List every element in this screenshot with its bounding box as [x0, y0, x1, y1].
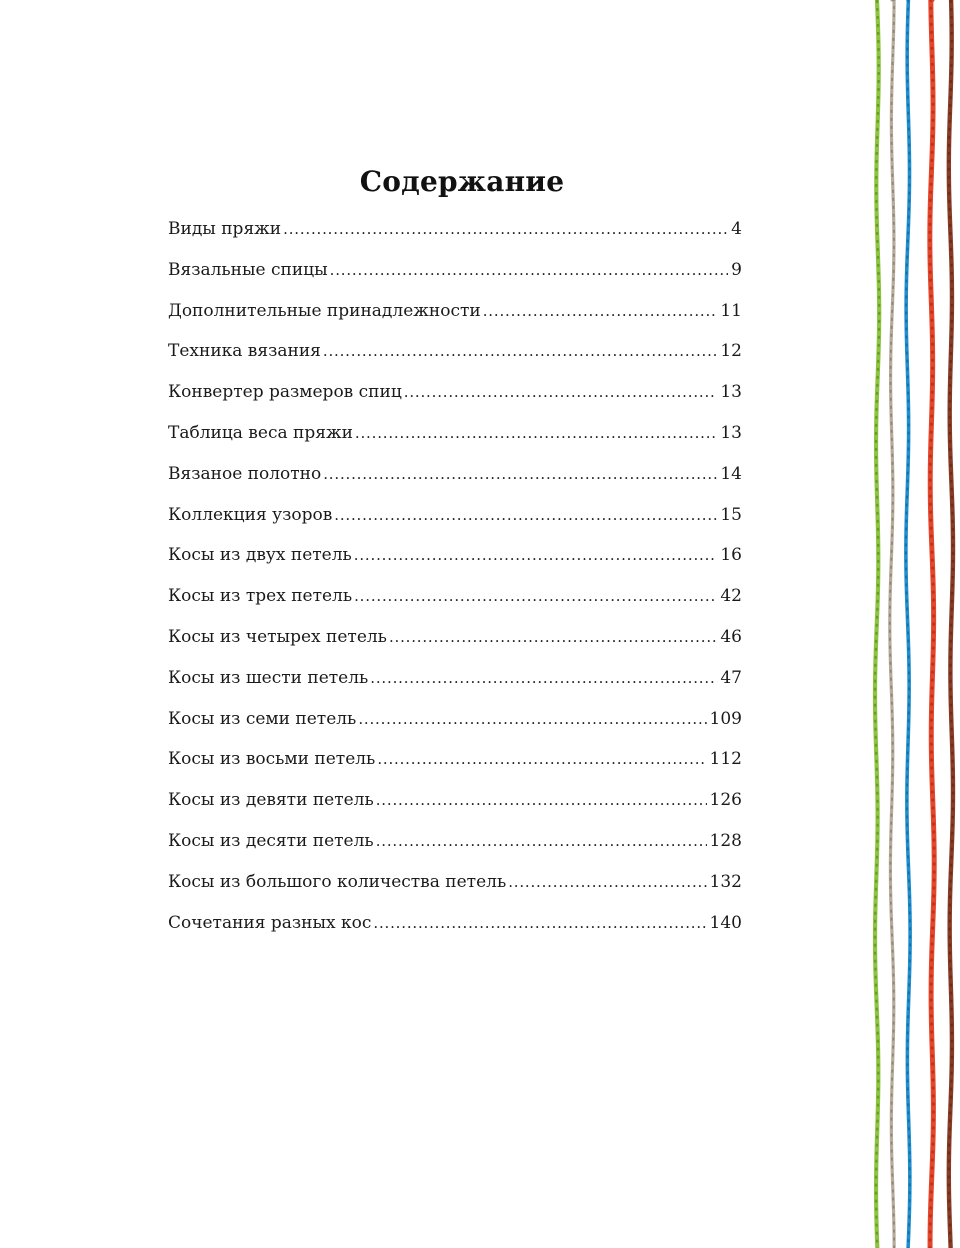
toc-entry-label: Конвертер размеров спиц: [168, 382, 402, 403]
toc-leader-dots: [376, 826, 707, 856]
toc-entry: [168, 744, 742, 785]
toc-entry-page: 16: [720, 545, 742, 566]
toc-entry-page: 4: [731, 219, 742, 239]
toc-leader-dots: [323, 459, 717, 489]
toc-leader-dots: [354, 581, 717, 611]
toc-entry-page: 14: [720, 463, 742, 484]
toc-leader-dots: [370, 663, 717, 693]
toc-entry-label: Косы из большого количества петель: [168, 871, 507, 892]
toc-entry-page: 109: [709, 708, 742, 729]
toc-entry-page: 47: [720, 667, 742, 688]
toc-entry: [168, 622, 742, 663]
toc-entry: [168, 581, 742, 622]
toc-leader-dots: [283, 214, 728, 244]
table-of-contents: [168, 214, 742, 948]
toc-leader-dots: [508, 867, 706, 897]
toc-entry-page: 42: [720, 586, 742, 607]
toc-entry-label: Косы из шести петель: [168, 667, 369, 688]
toc-entry-page: 132: [709, 871, 742, 892]
toc-entry: [168, 214, 742, 255]
toc-entry-page: 12: [720, 341, 742, 362]
toc-leader-dots: [330, 255, 729, 285]
toc-entry-label: Дополнительные принадлежности: [168, 300, 481, 321]
toc-entry: [168, 336, 742, 377]
toc-entry-page: 112: [709, 749, 742, 770]
toc-entry: [168, 704, 742, 745]
toc-leader-dots: [358, 704, 706, 734]
toc-entry-label: Косы из десяти петель: [168, 830, 374, 851]
toc-entry-page: 15: [720, 504, 742, 525]
toc-leader-dots: [334, 500, 717, 530]
toc-leader-dots: [355, 418, 717, 448]
toc-entry-page: 13: [720, 422, 742, 443]
toc-entry-label: Виды пряжи: [168, 219, 282, 239]
toc-entry-label: Техника вязания: [168, 341, 321, 362]
toc-leader-dots: [323, 336, 717, 366]
toc-entry-label: Сочетания разных кос: [168, 912, 372, 933]
toc-entry-label: Косы из девяти петель: [168, 790, 374, 811]
toc-entry: [168, 867, 742, 908]
toc-entry-label: Косы из семи петель: [168, 708, 357, 729]
toc-entry: [168, 255, 742, 296]
toc-entry-page: 128: [709, 830, 742, 851]
toc-entry-page: 9: [731, 259, 742, 280]
toc-entry-label: Вязаное полотно: [168, 463, 322, 484]
toc-entry-page: 126: [709, 790, 742, 811]
toc-entry: [168, 663, 742, 704]
toc-leader-dots: [389, 622, 717, 652]
toc-entry-label: Косы из трех петель: [168, 586, 353, 607]
toc-entry-label: Вязальные спицы: [168, 259, 328, 280]
toc-leader-dots: [376, 785, 707, 815]
toc-entry-page: 11: [720, 300, 742, 321]
toc-entry: [168, 377, 742, 418]
toc-leader-dots: [377, 744, 706, 774]
toc-entry: [168, 500, 742, 541]
toc-entry-page: 140: [709, 912, 742, 933]
toc-leader-dots: [483, 296, 718, 326]
toc-leader-dots: [373, 908, 706, 938]
toc-entry: [168, 418, 742, 459]
toc-entry-label: Косы из четырех петель: [168, 626, 387, 647]
yarn-threads-border: [860, 0, 960, 1248]
toc-entry-label: Косы из восьми петель: [168, 749, 376, 770]
toc-leader-dots: [404, 377, 718, 407]
toc-entry-label: Косы из двух петель: [168, 545, 352, 566]
toc-leader-dots: [354, 540, 718, 570]
toc-entry-page: 13: [720, 382, 742, 403]
toc-entry: [168, 785, 742, 826]
toc-entry-label: Таблица веса пряжи: [168, 422, 353, 443]
toc-entry: [168, 908, 742, 949]
toc-entry-label: Коллекция узоров: [168, 504, 333, 525]
toc-entry: [168, 296, 742, 337]
toc-entry: [168, 459, 742, 500]
toc-entry: [168, 826, 742, 867]
toc-entry-page: 46: [720, 626, 742, 647]
page-title: Содержание: [359, 164, 565, 198]
toc-entry: [168, 540, 742, 581]
